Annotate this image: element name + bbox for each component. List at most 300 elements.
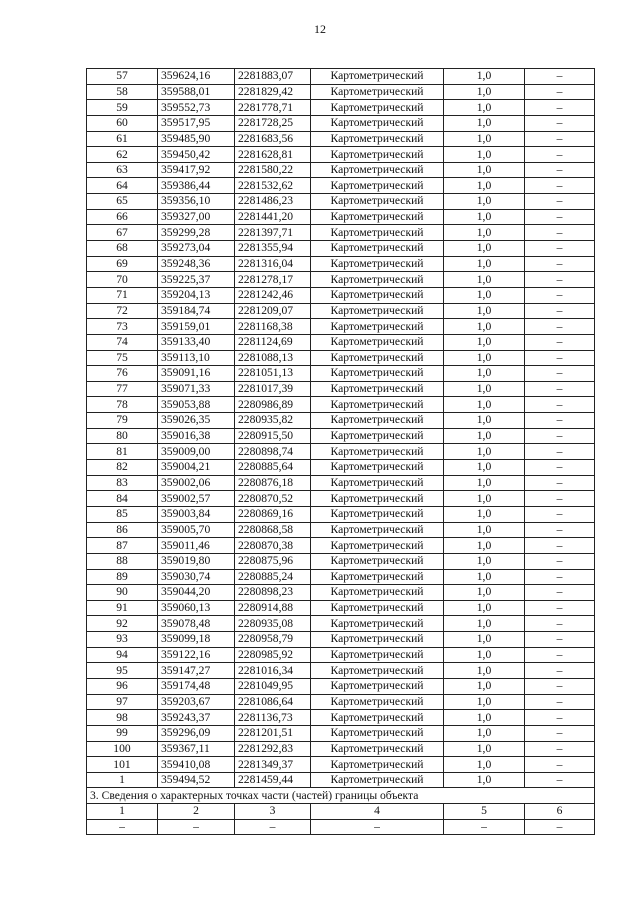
coord-y: 2281016,34: [235, 663, 311, 679]
coord-x: 359243,37: [158, 710, 235, 726]
table-row: [87, 585, 595, 601]
coord-y: 2280870,52: [235, 491, 311, 507]
section3-title: 3. Сведения о характерных точках части (частей) границы объекта: [87, 788, 595, 804]
description: –: [525, 147, 595, 163]
point-number: 63: [87, 162, 158, 178]
coord-y: 2280869,16: [235, 506, 311, 522]
precision: 1,0: [444, 725, 525, 741]
table-body: [87, 69, 595, 788]
description: –: [525, 381, 595, 397]
method: Картометрический: [311, 178, 444, 194]
description: –: [525, 522, 595, 538]
point-number: 83: [87, 475, 158, 491]
method: Картометрический: [311, 366, 444, 382]
method: Картометрический: [311, 678, 444, 694]
coord-x: 359019,80: [158, 553, 235, 569]
precision: 1,0: [444, 381, 525, 397]
table-row: [87, 334, 595, 350]
table-row: [87, 397, 595, 413]
section3-header-row: [87, 804, 595, 820]
description: –: [525, 538, 595, 554]
coord-y: 2281124,69: [235, 334, 311, 350]
precision: 1,0: [444, 350, 525, 366]
description: –: [525, 616, 595, 632]
point-number: 66: [87, 209, 158, 225]
point-number: 96: [87, 678, 158, 694]
coord-x: 359113,10: [158, 350, 235, 366]
coord-x: 359147,27: [158, 663, 235, 679]
precision: 1,0: [444, 460, 525, 476]
method: Картометрический: [311, 115, 444, 131]
method: Картометрический: [311, 256, 444, 272]
method: Картометрический: [311, 553, 444, 569]
table-row: [87, 444, 595, 460]
table-row: [87, 725, 595, 741]
description: –: [525, 491, 595, 507]
coord-y: 2280876,18: [235, 475, 311, 491]
point-number: 62: [87, 147, 158, 163]
table-row: [87, 569, 595, 585]
coord-x: 359552,73: [158, 100, 235, 116]
table-row: [87, 69, 595, 85]
table-row: [87, 115, 595, 131]
point-number: 93: [87, 632, 158, 648]
description: –: [525, 241, 595, 257]
point-number: 90: [87, 585, 158, 601]
point-number: 85: [87, 506, 158, 522]
method: Картометрический: [311, 287, 444, 303]
section3: [87, 788, 595, 835]
coord-x: 359485,90: [158, 131, 235, 147]
coord-x: 359517,95: [158, 115, 235, 131]
method: Картометрический: [311, 632, 444, 648]
table-row: [87, 319, 595, 335]
section3-cell-4: –: [311, 819, 444, 835]
coord-x: 359003,84: [158, 506, 235, 522]
coord-x: 359004,21: [158, 460, 235, 476]
point-number: 87: [87, 538, 158, 554]
coord-y: 2281829,42: [235, 84, 311, 100]
table-row: [87, 600, 595, 616]
method: Картометрический: [311, 647, 444, 663]
section3-col-2: 2: [158, 804, 235, 820]
method: Картометрический: [311, 616, 444, 632]
coord-y: 2281209,07: [235, 303, 311, 319]
coord-x: 359624,16: [158, 69, 235, 85]
coord-y: 2280985,92: [235, 647, 311, 663]
section3-cell-5: –: [444, 819, 525, 835]
table-row: [87, 209, 595, 225]
coord-y: 2281580,22: [235, 162, 311, 178]
coord-y: 2280935,08: [235, 616, 311, 632]
coord-x: 359184,74: [158, 303, 235, 319]
coord-x: 359002,57: [158, 491, 235, 507]
coord-x: 359044,20: [158, 585, 235, 601]
description: –: [525, 131, 595, 147]
table-row: [87, 256, 595, 272]
coord-x: 359053,88: [158, 397, 235, 413]
precision: 1,0: [444, 413, 525, 429]
coord-x: 359417,92: [158, 162, 235, 178]
coord-y: 2280885,24: [235, 569, 311, 585]
coord-y: 2281778,71: [235, 100, 311, 116]
method: Картометрический: [311, 569, 444, 585]
description: –: [525, 350, 595, 366]
description: –: [525, 303, 595, 319]
method: Картометрический: [311, 69, 444, 85]
method: Картометрический: [311, 100, 444, 116]
coord-x: 359296,09: [158, 725, 235, 741]
point-number: 76: [87, 366, 158, 382]
coord-y: 2281883,07: [235, 69, 311, 85]
point-number: 86: [87, 522, 158, 538]
method: Картометрический: [311, 522, 444, 538]
coord-y: 2281459,44: [235, 772, 311, 788]
section3-cell-6: –: [525, 819, 595, 835]
point-number: 91: [87, 600, 158, 616]
method: Картометрический: [311, 600, 444, 616]
precision: 1,0: [444, 272, 525, 288]
description: –: [525, 647, 595, 663]
coord-x: 359099,18: [158, 632, 235, 648]
method: Картометрический: [311, 725, 444, 741]
precision: 1,0: [444, 506, 525, 522]
description: –: [525, 585, 595, 601]
point-number: 68: [87, 241, 158, 257]
point-number: 94: [87, 647, 158, 663]
coord-x: 359078,48: [158, 616, 235, 632]
table-row: [87, 413, 595, 429]
coord-y: 2281086,64: [235, 694, 311, 710]
description: –: [525, 725, 595, 741]
method: Картометрический: [311, 397, 444, 413]
precision: 1,0: [444, 694, 525, 710]
precision: 1,0: [444, 444, 525, 460]
table-row: [87, 710, 595, 726]
coord-y: 2281355,94: [235, 241, 311, 257]
precision: 1,0: [444, 84, 525, 100]
point-number: 99: [87, 725, 158, 741]
coord-y: 2281728,25: [235, 115, 311, 131]
coord-x: 359122,16: [158, 647, 235, 663]
table-row: [87, 366, 595, 382]
precision: 1,0: [444, 178, 525, 194]
coord-x: 359410,08: [158, 757, 235, 773]
method: Картометрический: [311, 444, 444, 460]
point-number: 95: [87, 663, 158, 679]
table-row: [87, 225, 595, 241]
description: –: [525, 194, 595, 210]
point-number: 75: [87, 350, 158, 366]
section3-col-4: 4: [311, 804, 444, 820]
point-number: 88: [87, 553, 158, 569]
point-number: 89: [87, 569, 158, 585]
table-row: [87, 616, 595, 632]
coord-x: 359016,38: [158, 428, 235, 444]
coord-y: 2281136,73: [235, 710, 311, 726]
method: Картометрический: [311, 460, 444, 476]
coord-y: 2280898,23: [235, 585, 311, 601]
description: –: [525, 413, 595, 429]
point-number: 97: [87, 694, 158, 710]
precision: 1,0: [444, 334, 525, 350]
coord-y: 2281049,95: [235, 678, 311, 694]
table-row: [87, 350, 595, 366]
coord-y: 2280870,38: [235, 538, 311, 554]
coord-x: 359060,13: [158, 600, 235, 616]
point-number: 74: [87, 334, 158, 350]
section3-title-row: [87, 788, 595, 804]
table-row: [87, 194, 595, 210]
coord-x: 359133,40: [158, 334, 235, 350]
method: Картометрический: [311, 147, 444, 163]
coord-x: 359091,16: [158, 366, 235, 382]
precision: 1,0: [444, 741, 525, 757]
coord-x: 359203,67: [158, 694, 235, 710]
coord-y: 2281397,71: [235, 225, 311, 241]
point-number: 65: [87, 194, 158, 210]
table-row: [87, 772, 595, 788]
coord-y: 2281242,46: [235, 287, 311, 303]
description: –: [525, 366, 595, 382]
description: –: [525, 663, 595, 679]
point-number: 80: [87, 428, 158, 444]
description: –: [525, 569, 595, 585]
coord-x: 359367,11: [158, 741, 235, 757]
precision: 1,0: [444, 397, 525, 413]
coord-y: 2281201,51: [235, 725, 311, 741]
coord-y: 2281051,13: [235, 366, 311, 382]
point-number: 77: [87, 381, 158, 397]
coord-x: 359588,01: [158, 84, 235, 100]
precision: 1,0: [444, 147, 525, 163]
description: –: [525, 287, 595, 303]
method: Картометрический: [311, 663, 444, 679]
coord-y: 2281168,38: [235, 319, 311, 335]
method: Картометрический: [311, 162, 444, 178]
description: –: [525, 256, 595, 272]
section3-col-5: 5: [444, 804, 525, 820]
method: Картометрический: [311, 303, 444, 319]
description: –: [525, 741, 595, 757]
method: Картометрический: [311, 694, 444, 710]
point-number: 60: [87, 115, 158, 131]
method: Картометрический: [311, 131, 444, 147]
coord-y: 2280914,88: [235, 600, 311, 616]
description: –: [525, 84, 595, 100]
method: Картометрический: [311, 585, 444, 601]
precision: 1,0: [444, 241, 525, 257]
table-row: [87, 506, 595, 522]
point-number: 70: [87, 272, 158, 288]
coord-x: 359159,01: [158, 319, 235, 335]
coord-x: 359174,48: [158, 678, 235, 694]
coord-y: 2280915,50: [235, 428, 311, 444]
precision: 1,0: [444, 616, 525, 632]
section3-empty-row: [87, 819, 595, 835]
precision: 1,0: [444, 678, 525, 694]
coord-y: 2281292,83: [235, 741, 311, 757]
table-row: [87, 131, 595, 147]
coord-y: 2281017,39: [235, 381, 311, 397]
coord-y: 2281441,20: [235, 209, 311, 225]
description: –: [525, 475, 595, 491]
precision: 1,0: [444, 772, 525, 788]
point-number: 79: [87, 413, 158, 429]
coord-y: 2280898,74: [235, 444, 311, 460]
coord-y: 2280958,79: [235, 632, 311, 648]
point-number: 1: [87, 772, 158, 788]
boundary-points-table: [86, 68, 595, 835]
coord-y: 2280935,82: [235, 413, 311, 429]
precision: 1,0: [444, 256, 525, 272]
precision: 1,0: [444, 600, 525, 616]
description: –: [525, 600, 595, 616]
coord-y: 2281628,81: [235, 147, 311, 163]
coord-x: 359026,35: [158, 413, 235, 429]
table-row: [87, 663, 595, 679]
point-number: 67: [87, 225, 158, 241]
method: Картометрический: [311, 84, 444, 100]
point-number: 82: [87, 460, 158, 476]
section3-col-6: 6: [525, 804, 595, 820]
section3-cell-3: –: [235, 819, 311, 835]
precision: 1,0: [444, 303, 525, 319]
point-number: 73: [87, 319, 158, 335]
coord-y: 2281683,56: [235, 131, 311, 147]
coord-y: 2281486,23: [235, 194, 311, 210]
coord-y: 2281278,17: [235, 272, 311, 288]
description: –: [525, 428, 595, 444]
description: –: [525, 632, 595, 648]
method: Картометрический: [311, 381, 444, 397]
coord-x: 359030,74: [158, 569, 235, 585]
table-row: [87, 538, 595, 554]
section3-col-3: 3: [235, 804, 311, 820]
table-row: [87, 162, 595, 178]
precision: 1,0: [444, 569, 525, 585]
table-row: [87, 287, 595, 303]
description: –: [525, 115, 595, 131]
page-number: 12: [314, 22, 326, 36]
coord-x: 359494,52: [158, 772, 235, 788]
table-row: [87, 460, 595, 476]
precision: 1,0: [444, 757, 525, 773]
method: Картометрический: [311, 319, 444, 335]
point-number: 61: [87, 131, 158, 147]
description: –: [525, 444, 595, 460]
description: –: [525, 178, 595, 194]
point-number: 84: [87, 491, 158, 507]
method: Картометрический: [311, 741, 444, 757]
description: –: [525, 69, 595, 85]
table-row: [87, 272, 595, 288]
table-row: [87, 647, 595, 663]
point-number: 64: [87, 178, 158, 194]
point-number: 81: [87, 444, 158, 460]
table-row: [87, 522, 595, 538]
coord-x: 359356,10: [158, 194, 235, 210]
table-row: [87, 178, 595, 194]
precision: 1,0: [444, 647, 525, 663]
section3-col-1: 1: [87, 804, 158, 820]
point-number: 58: [87, 84, 158, 100]
method: Картометрический: [311, 491, 444, 507]
precision: 1,0: [444, 553, 525, 569]
coord-x: 359071,33: [158, 381, 235, 397]
point-number: 71: [87, 287, 158, 303]
precision: 1,0: [444, 319, 525, 335]
section3-cell-2: –: [158, 819, 235, 835]
point-number: 59: [87, 100, 158, 116]
table-row: [87, 303, 595, 319]
table-row: [87, 147, 595, 163]
point-number: 101: [87, 757, 158, 773]
description: –: [525, 100, 595, 116]
coord-y: 2280885,64: [235, 460, 311, 476]
precision: 1,0: [444, 538, 525, 554]
precision: 1,0: [444, 491, 525, 507]
section3-cell-1: –: [87, 819, 158, 835]
precision: 1,0: [444, 710, 525, 726]
coord-x: 359299,28: [158, 225, 235, 241]
method: Картометрический: [311, 538, 444, 554]
table-row: [87, 428, 595, 444]
precision: 1,0: [444, 69, 525, 85]
method: Картометрический: [311, 772, 444, 788]
table-row: [87, 632, 595, 648]
method: Картометрический: [311, 225, 444, 241]
description: –: [525, 710, 595, 726]
point-number: 57: [87, 69, 158, 85]
coord-x: 359204,13: [158, 287, 235, 303]
description: –: [525, 694, 595, 710]
precision: 1,0: [444, 632, 525, 648]
coord-x: 359273,04: [158, 241, 235, 257]
point-number: 78: [87, 397, 158, 413]
coord-x: 359005,70: [158, 522, 235, 538]
method: Картометрический: [311, 241, 444, 257]
point-number: 92: [87, 616, 158, 632]
description: –: [525, 225, 595, 241]
point-number: 98: [87, 710, 158, 726]
description: –: [525, 334, 595, 350]
table-row: [87, 678, 595, 694]
precision: 1,0: [444, 522, 525, 538]
coord-y: 2280868,58: [235, 522, 311, 538]
description: –: [525, 460, 595, 476]
point-number: 69: [87, 256, 158, 272]
method: Картометрический: [311, 413, 444, 429]
precision: 1,0: [444, 366, 525, 382]
table-row: [87, 241, 595, 257]
precision: 1,0: [444, 475, 525, 491]
method: Картометрический: [311, 428, 444, 444]
description: –: [525, 319, 595, 335]
precision: 1,0: [444, 209, 525, 225]
precision: 1,0: [444, 585, 525, 601]
method: Картометрический: [311, 506, 444, 522]
precision: 1,0: [444, 663, 525, 679]
coord-x: 359225,37: [158, 272, 235, 288]
table-row: [87, 741, 595, 757]
coord-x: 359450,42: [158, 147, 235, 163]
table-row: [87, 381, 595, 397]
table-row: [87, 694, 595, 710]
coord-x: 359327,00: [158, 209, 235, 225]
coord-x: 359248,36: [158, 256, 235, 272]
method: Картометрический: [311, 209, 444, 225]
